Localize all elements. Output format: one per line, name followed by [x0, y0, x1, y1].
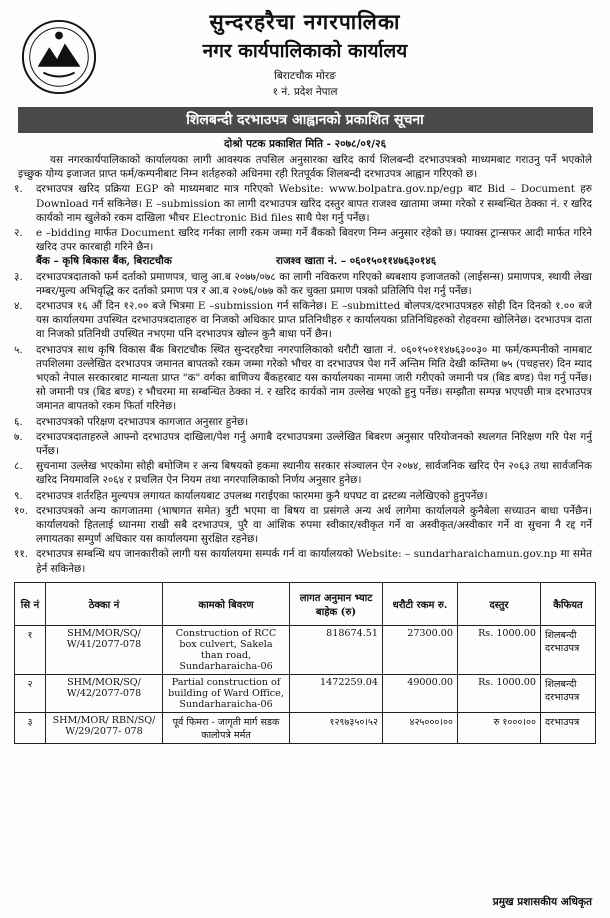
- notice-title: शिलबन्दी दरभाउपत्र आह्वानको प्रकाशित सूचना: [18, 107, 593, 133]
- cell-remark: दरभाउपत्र: [541, 712, 596, 743]
- cell-fee: Rs. 1000.00: [458, 625, 541, 674]
- cell-description: पूर्व फिमरा - जागृती मार्ग सडक कालोपत्रे मर्मत: [163, 712, 290, 743]
- column-header: कामको बिवरण: [163, 582, 290, 625]
- column-header: दस्तुर: [458, 582, 541, 625]
- office-header: [14, 8, 596, 99]
- bank-details: [36, 254, 596, 268]
- table-row: [15, 625, 596, 674]
- notice-body: [14, 153, 596, 576]
- list-item: १. दरभाउपत्र खरिद प्रक्रिया EGP को माध्यमबाट मात्र गरिएको Website: www.bolpatra.gov.np/egp बाट Bid – Document हरु Download गर्न सकिनेछ। E –submission का लागी दरभाउपत्र खरिद दस्तुर बापत राजश्व खातामा जम्मा गरेको र सम्बन्धित ठेक्का नं. र खरिद कार्यको नाम खुलेको रकम दाखिला भौचर Electronic Bid files साथै पेश गर्नु पर्नेछ।: [14, 183, 592, 224]
- cell-sn: १: [15, 625, 46, 674]
- table-row: [15, 712, 596, 743]
- list-item: ५. दरभाउपत्र साथ कृषि विकास बैंक बिराटचौक स्थित सुन्दरहरैचा नगरपालिकाको धरौटी खाता नं. ०६०१५०११४७६३००३० मा फर्म/कम्पनीको नामबाट तपशिलमा उल्लेखित दरभाउपत्र जमानत बापतको रकम जम्मा गरेको भौचर वा दरभाउपत्र पेश गर्ने अन्तिम मिति देखी कम्तिमा ७५ (पचहत्तर) दिन म्याद भएको नेपाल सरकारबाट मान्यता प्राप्त "क" वर्गका बाणिज्य बैंकहरबाट यस कार्यालयका नाममा जारी गरीएको जमानी पत्र (बिड बण्ड) पेश गर्नु पर्नेछ। सो जमानी पत्र (बिड बण्ड) र भौचरमा मा सम्बन्धित ठेक्का नं. र खरिद कार्यको नाम उल्लेख भएको हुनु पर्नेछ। सम्झौता सम्पन्न भएपछी मात्र दरभाउपत्र जमानत बापतको रकम फिर्ता गरिनेछ।: [14, 343, 592, 413]
- cell-description: Construction of RCC box culvert, Sakela than road, Sundarharaicha-06: [163, 625, 290, 674]
- cell-fee: Rs. 1000.00: [458, 674, 541, 712]
- table-row: [15, 674, 596, 712]
- cell-deposit: 27300.00: [383, 625, 458, 674]
- office-name: नगर कार्यपालिकाको कार्यालय: [202, 40, 408, 62]
- cell-remark: शिलबन्दी दरभाउपत्र: [541, 674, 596, 712]
- bid-table: [14, 582, 596, 744]
- column-header: ठेक्का नं: [46, 582, 163, 625]
- cell-deposit: 49000.00: [383, 674, 458, 712]
- cell-contract: SHM/MOR/ RBN/SQ/ W/29/2077- 078: [46, 712, 163, 743]
- list-item: १०. दरभाउपत्रको अन्य कागजातमा (भाषागत समेत) त्रुटी भएमा वा बिषय वा प्रसंगले अन्य अर्थ लागेमा कार्यालयले कुनैबेला सच्याउन बाधा पर्नेछैन। कार्यालयको हितलाई ध्यानमा राखी सबै दरभाउपत्र, पुरै वा आंशिक रुपमा स्वीकार/स्वीकृत गर्ने वा अस्वीकृत/अस्वीकार गर्ने वा सुचना नै रद्द गर्ने लगायतका सम्पुर्ण अधिकार यस कार्यालयमा सुरक्षित रहनेछ।: [14, 504, 592, 546]
- list-item: ७. दरभाउपत्रदाताहरुले आफ्नो दरभाउपत्र दाखिला/पेश गर्नु अगाबै दरभाउपत्रमा उल्लेखित बिबरण अनुसार परियोजनको स्थलगत निरिक्षण गरि पेश गर्नु पर्नेछ।: [14, 430, 592, 458]
- cell-description: Partial construction of building of Ward Office, Sundarharaicha-06: [163, 674, 290, 712]
- cell-fee: रु १०००।००: [458, 712, 541, 743]
- signature-title: प्रमुख प्रशासकीय अधिकृत: [492, 896, 592, 908]
- list-item: ६. दरभाउपत्रको परिक्षण दरभाउपत्र कागजात अनुसार हुनेछ।: [14, 415, 249, 428]
- column-header: सि नं: [15, 582, 46, 625]
- cell-estimate: 818674.51: [290, 625, 383, 674]
- list-item: ३. दरभाउपत्रदाताको फर्म दर्ताको प्रमाणपत्र, चालु आ.ब २०७७/०७८ का लागी नविकरण गरिएको ब्यबशाय इजाजतको (लाईसन्स) प्रमाणपत्र, स्थायी लेखा नम्बर/मुल्य अभिवृद्धि कर दर्ताको प्रमाण पत्र र आ.ब २०७६/०७७ को कर चुक्ता प्रमाण पत्रको प्रतिलिपि पेश गर्नु पर्नेछ।: [14, 270, 592, 297]
- list-item: ८. सुचनामा उल्लेख भएकोमा सोही बमोजिम र अन्य बिषयको हकमा स्थानीय सरकार संञ्चालन ऐन २०७४, सार्वजनिक खरिद ऐन २०६३ तथा सार्वजनिक खरिद नियमावलि २०६४ र प्रचलित ऐन नियम तथा नगरपालिकाको निर्णय अनुसार हुनेछ।: [14, 460, 592, 487]
- column-header: लागत अनुमान भ्याट बाहेक (रु): [290, 582, 383, 625]
- office-location: बिराटचौक मोरङ: [274, 70, 336, 82]
- bank-name: बैंक – कृषि बिकास बैंक, बिराटचौक: [36, 255, 172, 268]
- column-header: कैफियत: [541, 582, 596, 625]
- cell-remark: शिलबन्दी दरभाउपत्र: [541, 625, 596, 674]
- cell-sn: ३: [15, 712, 46, 743]
- cell-sn: २: [15, 674, 46, 712]
- list-item: २. e –bidding मार्फत Document खरिद गर्नका लागी रकम जम्मा गर्ने बैंकको बिवरण निम्न अनुसार रहेको छ। फ्याक्स ट्रान्सफर आदी मार्फत गरिने खरिद उपर कारबाही गरिने छैन।: [14, 227, 592, 254]
- list-item: ९. दरभाउपत्र शर्तरहित मुल्यपत्र लगायत कार्यालयबाट उपलब्ध गराईएका फारममा कुनै थपघट वा द्रस्टब्य नलेखिएको हुनुपर्नेछ।: [14, 489, 488, 502]
- cell-deposit: ४२५०००।००: [383, 712, 458, 743]
- list-item: ४. दरभाउपत्र १६ औं दिन १२.०० बजे भित्रमा E –submission गर्न सकिनेछ। E –submitted बोलपत्र/दरभाउपत्रहरु सोही दिन दिनको १.०० बजे यस कार्यालयमा उपस्थित दरभाउपत्रदाताहरु वा निजको अधिकार प्राप्त प्रतिनिधीहरु र कार्यालयका प्रतिनिधिहरुको रोहवरमा खोलिनेछ। दरभाउपत्र दाता वा निजको प्रतिनिधी उपस्थित नभएमा पनि दरभाउपत्र खोल्न कुनै बाधा पर्ने छैन।: [14, 300, 592, 341]
- table-header-row: [15, 582, 596, 625]
- intro-paragraph: यस नगरकार्यपालिकाको कार्यालयका लागी आवस्यक तपसिल अनुसारका खरिद कार्य शिलबन्दी दरभाउपत्रको माध्यमबाट गराउनु पर्ने भएकोले इच्छुक योग्य इजाजत प्राप्त फर्म/कम्पनीबाट निम्न शर्तहरुको अधिनमा रही रितपूर्वक शिलबन्दी दरभाउपत्र आह्वान गरिएको छ।: [18, 154, 592, 181]
- list-item: ११. दरभाउपत्र सम्बन्धि थप जानकारीको लागी यस कार्यालयमा सम्पर्क गर्न वा कार्यालयको Website: – sundarharaichamun.gov.np मा समेत हेर्न सकिनेछ।: [14, 548, 592, 575]
- cell-contract: SHM/MOR/SQ/ W/42/2077-078: [46, 674, 163, 712]
- municipality-emblem-icon: [20, 18, 98, 96]
- column-header: धरौटी रकम रु.: [383, 582, 458, 625]
- municipality-name: सुन्दरहरैचा नगरपालिका: [209, 9, 401, 34]
- notice-page: [0, 8, 610, 918]
- cell-estimate: 1472259.04: [290, 674, 383, 712]
- cell-contract: SHM/MOR/SQ/ W/41/2077-078: [46, 625, 163, 674]
- revenue-account: राजश्व खाता नं. – ०६०१५०११४७६३०१४६: [276, 255, 437, 268]
- office-province: १ नं. प्रदेश नेपाल: [272, 86, 338, 98]
- published-date: दोश्रो पटक प्रकाशित मिति - २०७८/०१/२६: [223, 138, 387, 150]
- cell-estimate: १२९७३५०।५२: [290, 712, 383, 743]
